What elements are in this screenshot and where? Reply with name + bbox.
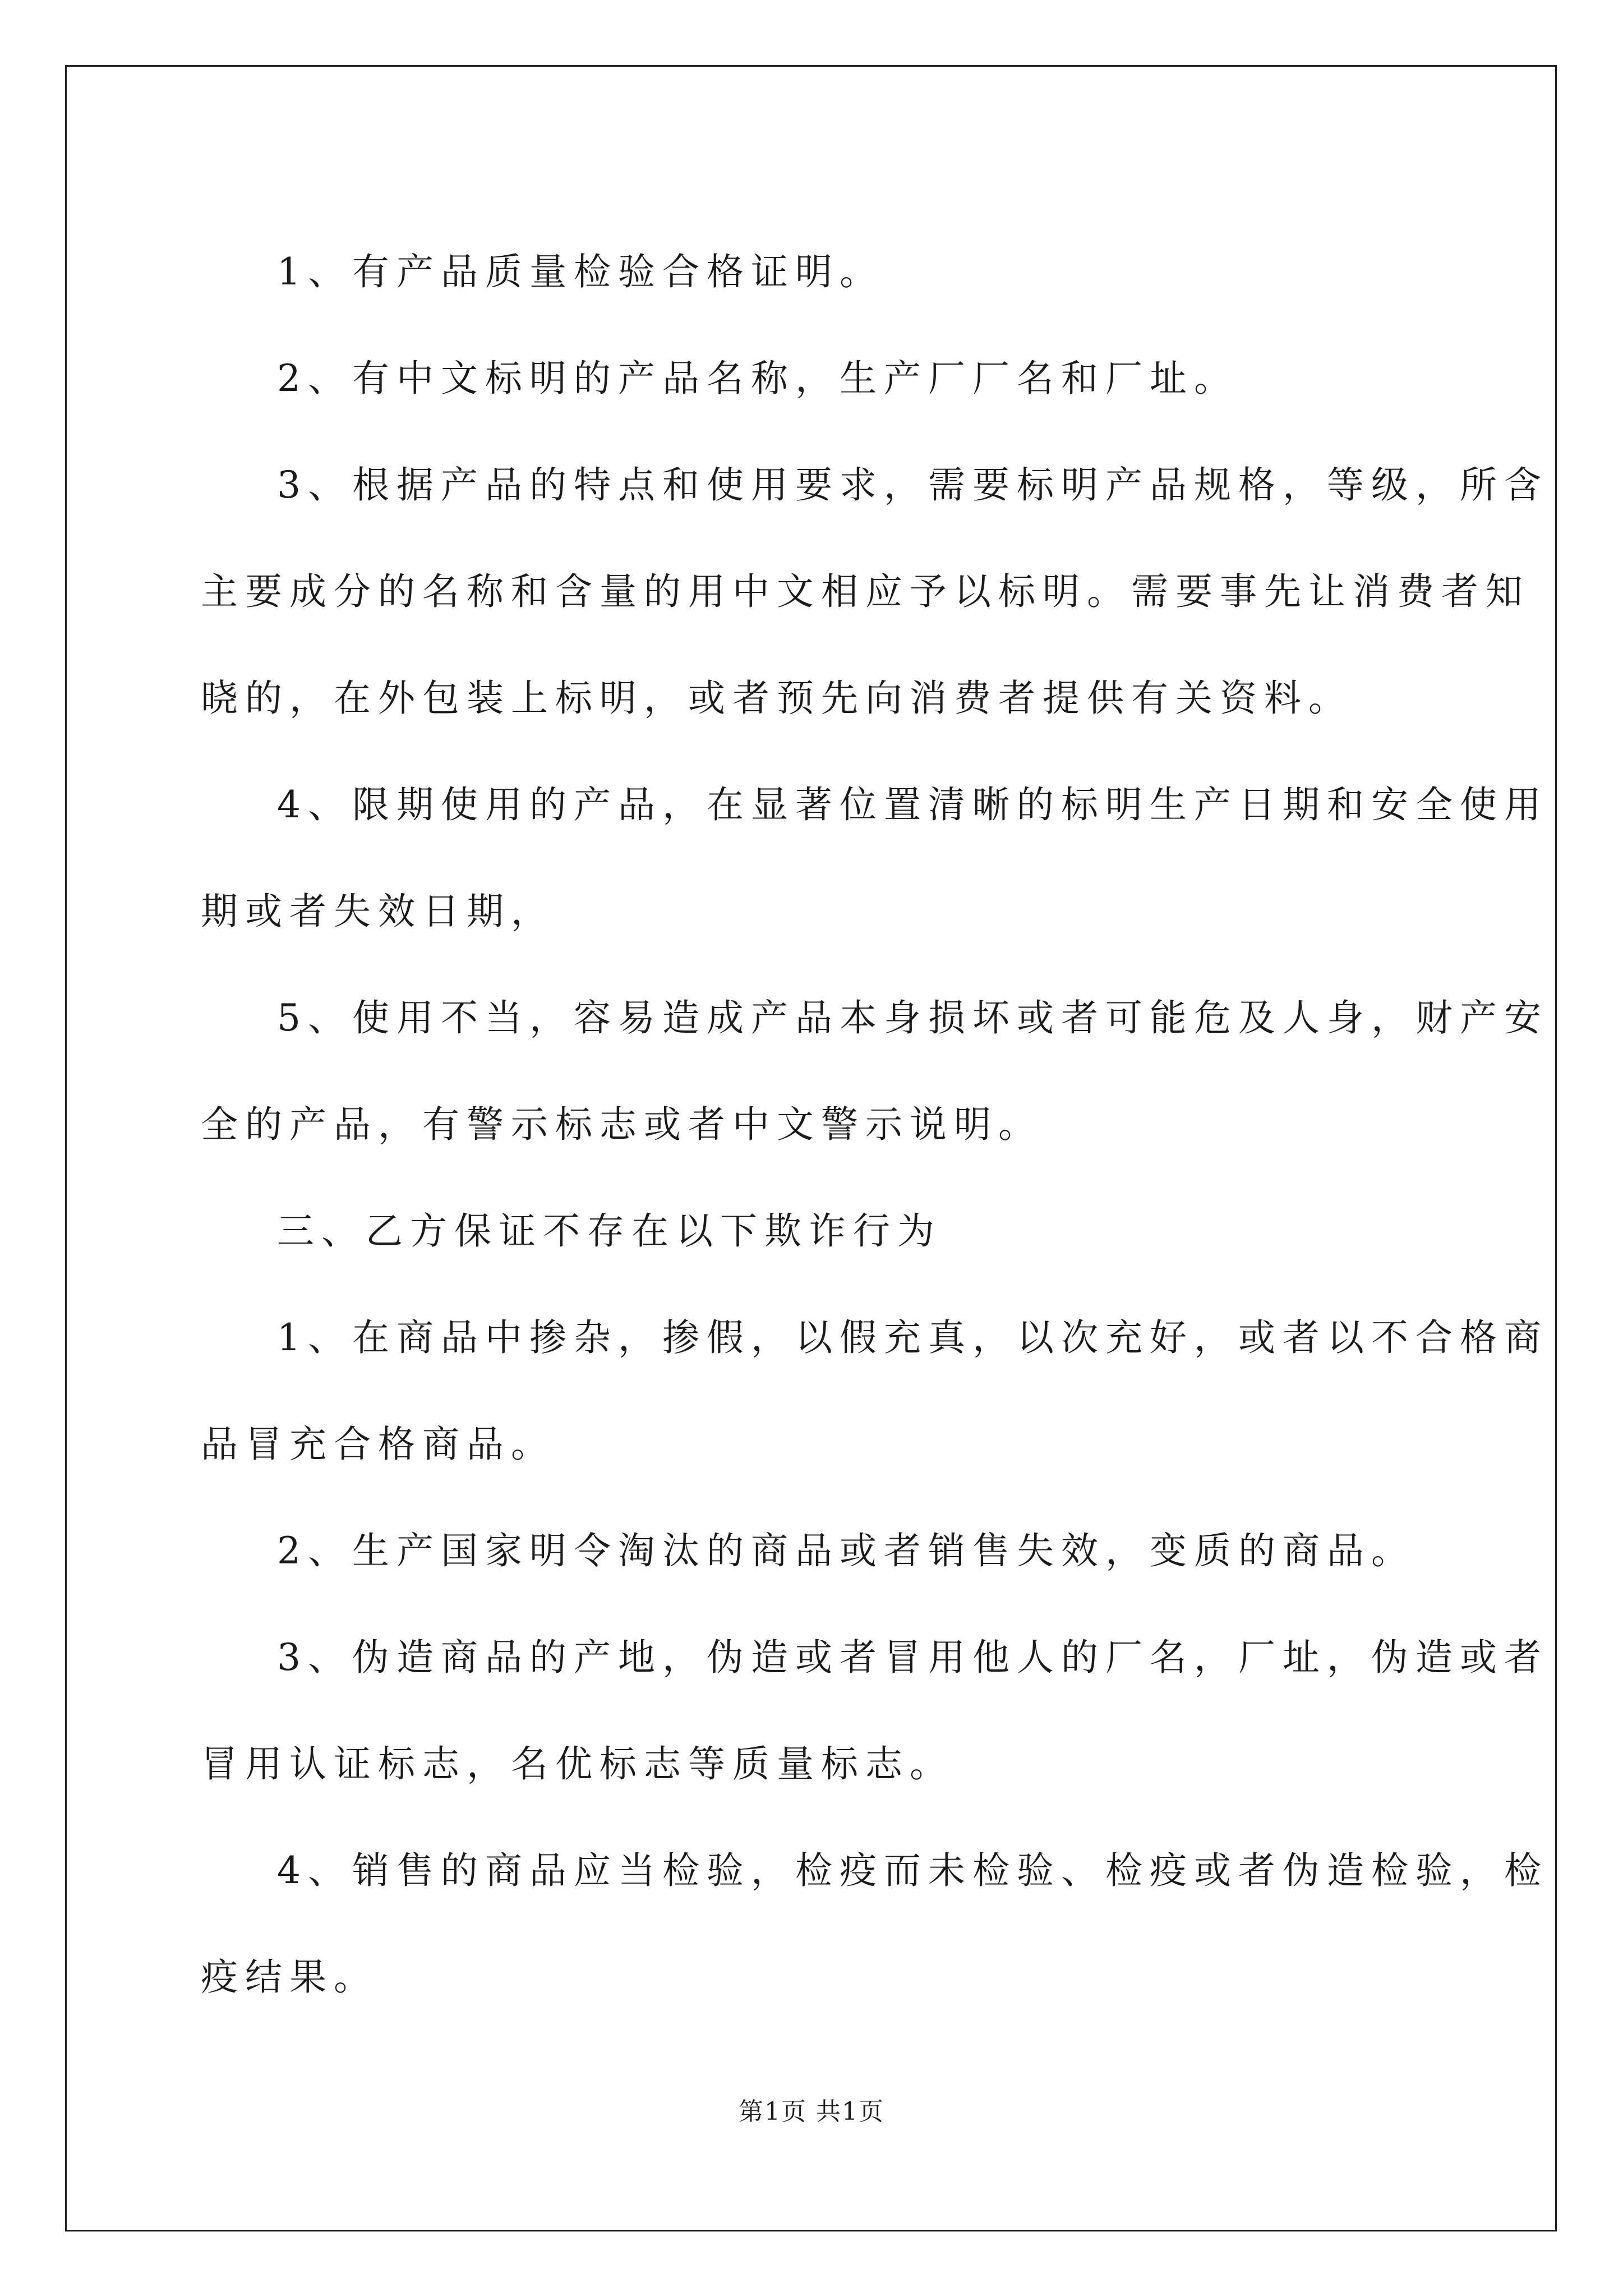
text-line: 1、有产品质量检验合格证明。 xyxy=(277,250,884,293)
text-line: 4、限期使用的产品，在显著位置清晰的标明生产日期和安全使用 xyxy=(277,783,1548,826)
section-heading xyxy=(201,1178,1423,1285)
text-line: 3、伪造商品的产地，伪造或者冒用他人的厂名，厂址，伪造或者 xyxy=(277,1636,1548,1679)
text-line: 5、使用不当，容易造成产品本身损坏或者可能危及人身，财产安 xyxy=(277,996,1548,1039)
text-line: 4、销售的商品应当检验，检疫而未检验、检疫或者伪造检验，检 xyxy=(277,1849,1548,1892)
text-line: 2、生产国家明令淘汰的商品或者销售失效，变质的商品。 xyxy=(277,1529,1415,1572)
text-line: 3、根据产品的特点和使用要求，需要标明产品规格，等级，所含 xyxy=(277,463,1548,507)
page-number-footer: 第1页 共1页 xyxy=(739,2097,884,2126)
text-line: 1、在商品中掺杂，掺假，以假充真，以次充好，或者以不合格商 xyxy=(277,1316,1548,1359)
paragraph-6 xyxy=(201,1285,1548,1498)
paragraph-7 xyxy=(201,1498,1423,1604)
document-body xyxy=(201,219,1548,2031)
paragraph-4 xyxy=(201,752,1548,965)
paragraph-3 xyxy=(201,432,1548,752)
text-line: 品冒充合格商品。 xyxy=(201,1423,555,1466)
paragraph-8 xyxy=(201,1604,1548,1818)
paragraph-1 xyxy=(201,219,1423,325)
text-line: 期或者失效日期， xyxy=(201,890,555,933)
text-line: 晓的，在外包装上标明，或者预先向消费者提供有关资料。 xyxy=(201,677,1353,720)
paragraph-2 xyxy=(201,325,1423,432)
text-line: 主要成分的名称和含量的用中文相应予以标明。需要事先让消费者知 xyxy=(201,570,1530,613)
paragraph-5 xyxy=(201,965,1548,1178)
text-line: 疫结果。 xyxy=(201,1955,378,1999)
text-line: 2、有中文标明的产品名称，生产厂厂名和厂址。 xyxy=(277,357,1238,400)
text-line: 全的产品，有警示标志或者中文警示说明。 xyxy=(201,1103,1043,1146)
text-line: 三、乙方保证不存在以下欺诈行为 xyxy=(277,1209,942,1253)
text-line: 冒用认证标志，名优标志等质量标志。 xyxy=(201,1742,954,1786)
paragraph-9 xyxy=(201,1818,1548,2031)
